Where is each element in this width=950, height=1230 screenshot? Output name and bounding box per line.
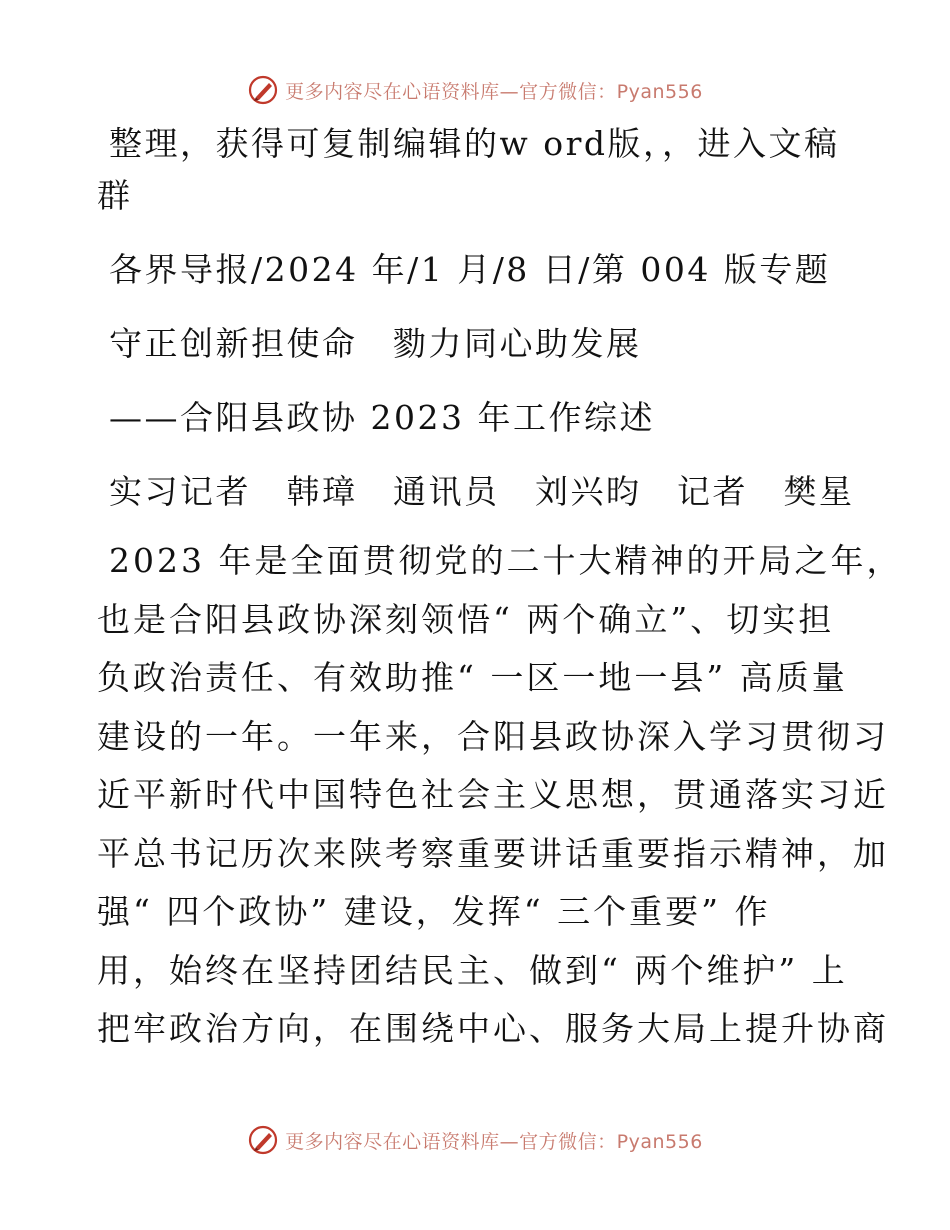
paragraph-line: 2023 年是全面贯彻党的二十大精神的开局之年， bbox=[109, 541, 903, 580]
paragraph-line: 用，始终在坚持团结民主、做到“ 两个维护” 上 bbox=[97, 950, 848, 990]
watermark-text: 更多内容尽在心语资料库—官方微信：Pyan556 bbox=[285, 80, 703, 103]
intro-line-2: 群 bbox=[97, 176, 133, 215]
paragraph-line: 建设的一年。一年来，合阳县政协深入学习贯彻习 bbox=[97, 716, 889, 756]
paragraph-line: 平总书记历次来陕考察重要讲话重要指示精神，加 bbox=[97, 833, 889, 873]
document-body bbox=[97, 118, 903, 1059]
intro-line-1: 整理，获得可复制编辑的w ord版，，进入文稿 bbox=[109, 124, 840, 163]
pen-logo-icon bbox=[247, 1124, 279, 1156]
byline: 实习记者 韩璋 通讯员 刘兴昀 记者 樊星 bbox=[109, 472, 855, 511]
source-line: 各界导报/2024 年/1 月/8 日/第 004 版专题 bbox=[109, 250, 831, 289]
footer-watermark bbox=[0, 1120, 950, 1160]
paragraph-line: 把牢政治方向，在围绕中心、服务大局上提升协商 bbox=[97, 1009, 889, 1048]
watermark-text: 更多内容尽在心语资料库—官方微信：Pyan556 bbox=[285, 1130, 703, 1153]
article-title: 守正创新担使命 勠力同心助发展 bbox=[109, 324, 642, 363]
article-paragraph bbox=[97, 532, 903, 1059]
pen-logo-icon bbox=[247, 74, 279, 106]
header-watermark bbox=[0, 70, 950, 110]
paragraph-line: 近平新时代中国特色社会主义思想，贯通落实习近 bbox=[97, 775, 889, 814]
paragraph-line: 强“ 四个政协” 建设，发挥“ 三个重要” 作 bbox=[97, 892, 771, 931]
article-subtitle: ——合阳县政协 2023 年工作综述 bbox=[109, 398, 655, 437]
paragraph-line: 也是合阳县政协深刻领悟“ 两个确立”、切实担 bbox=[97, 599, 835, 639]
paragraph-line: 负政治责任、有效助推“ 一区一地一县” 高质量 bbox=[97, 658, 848, 697]
